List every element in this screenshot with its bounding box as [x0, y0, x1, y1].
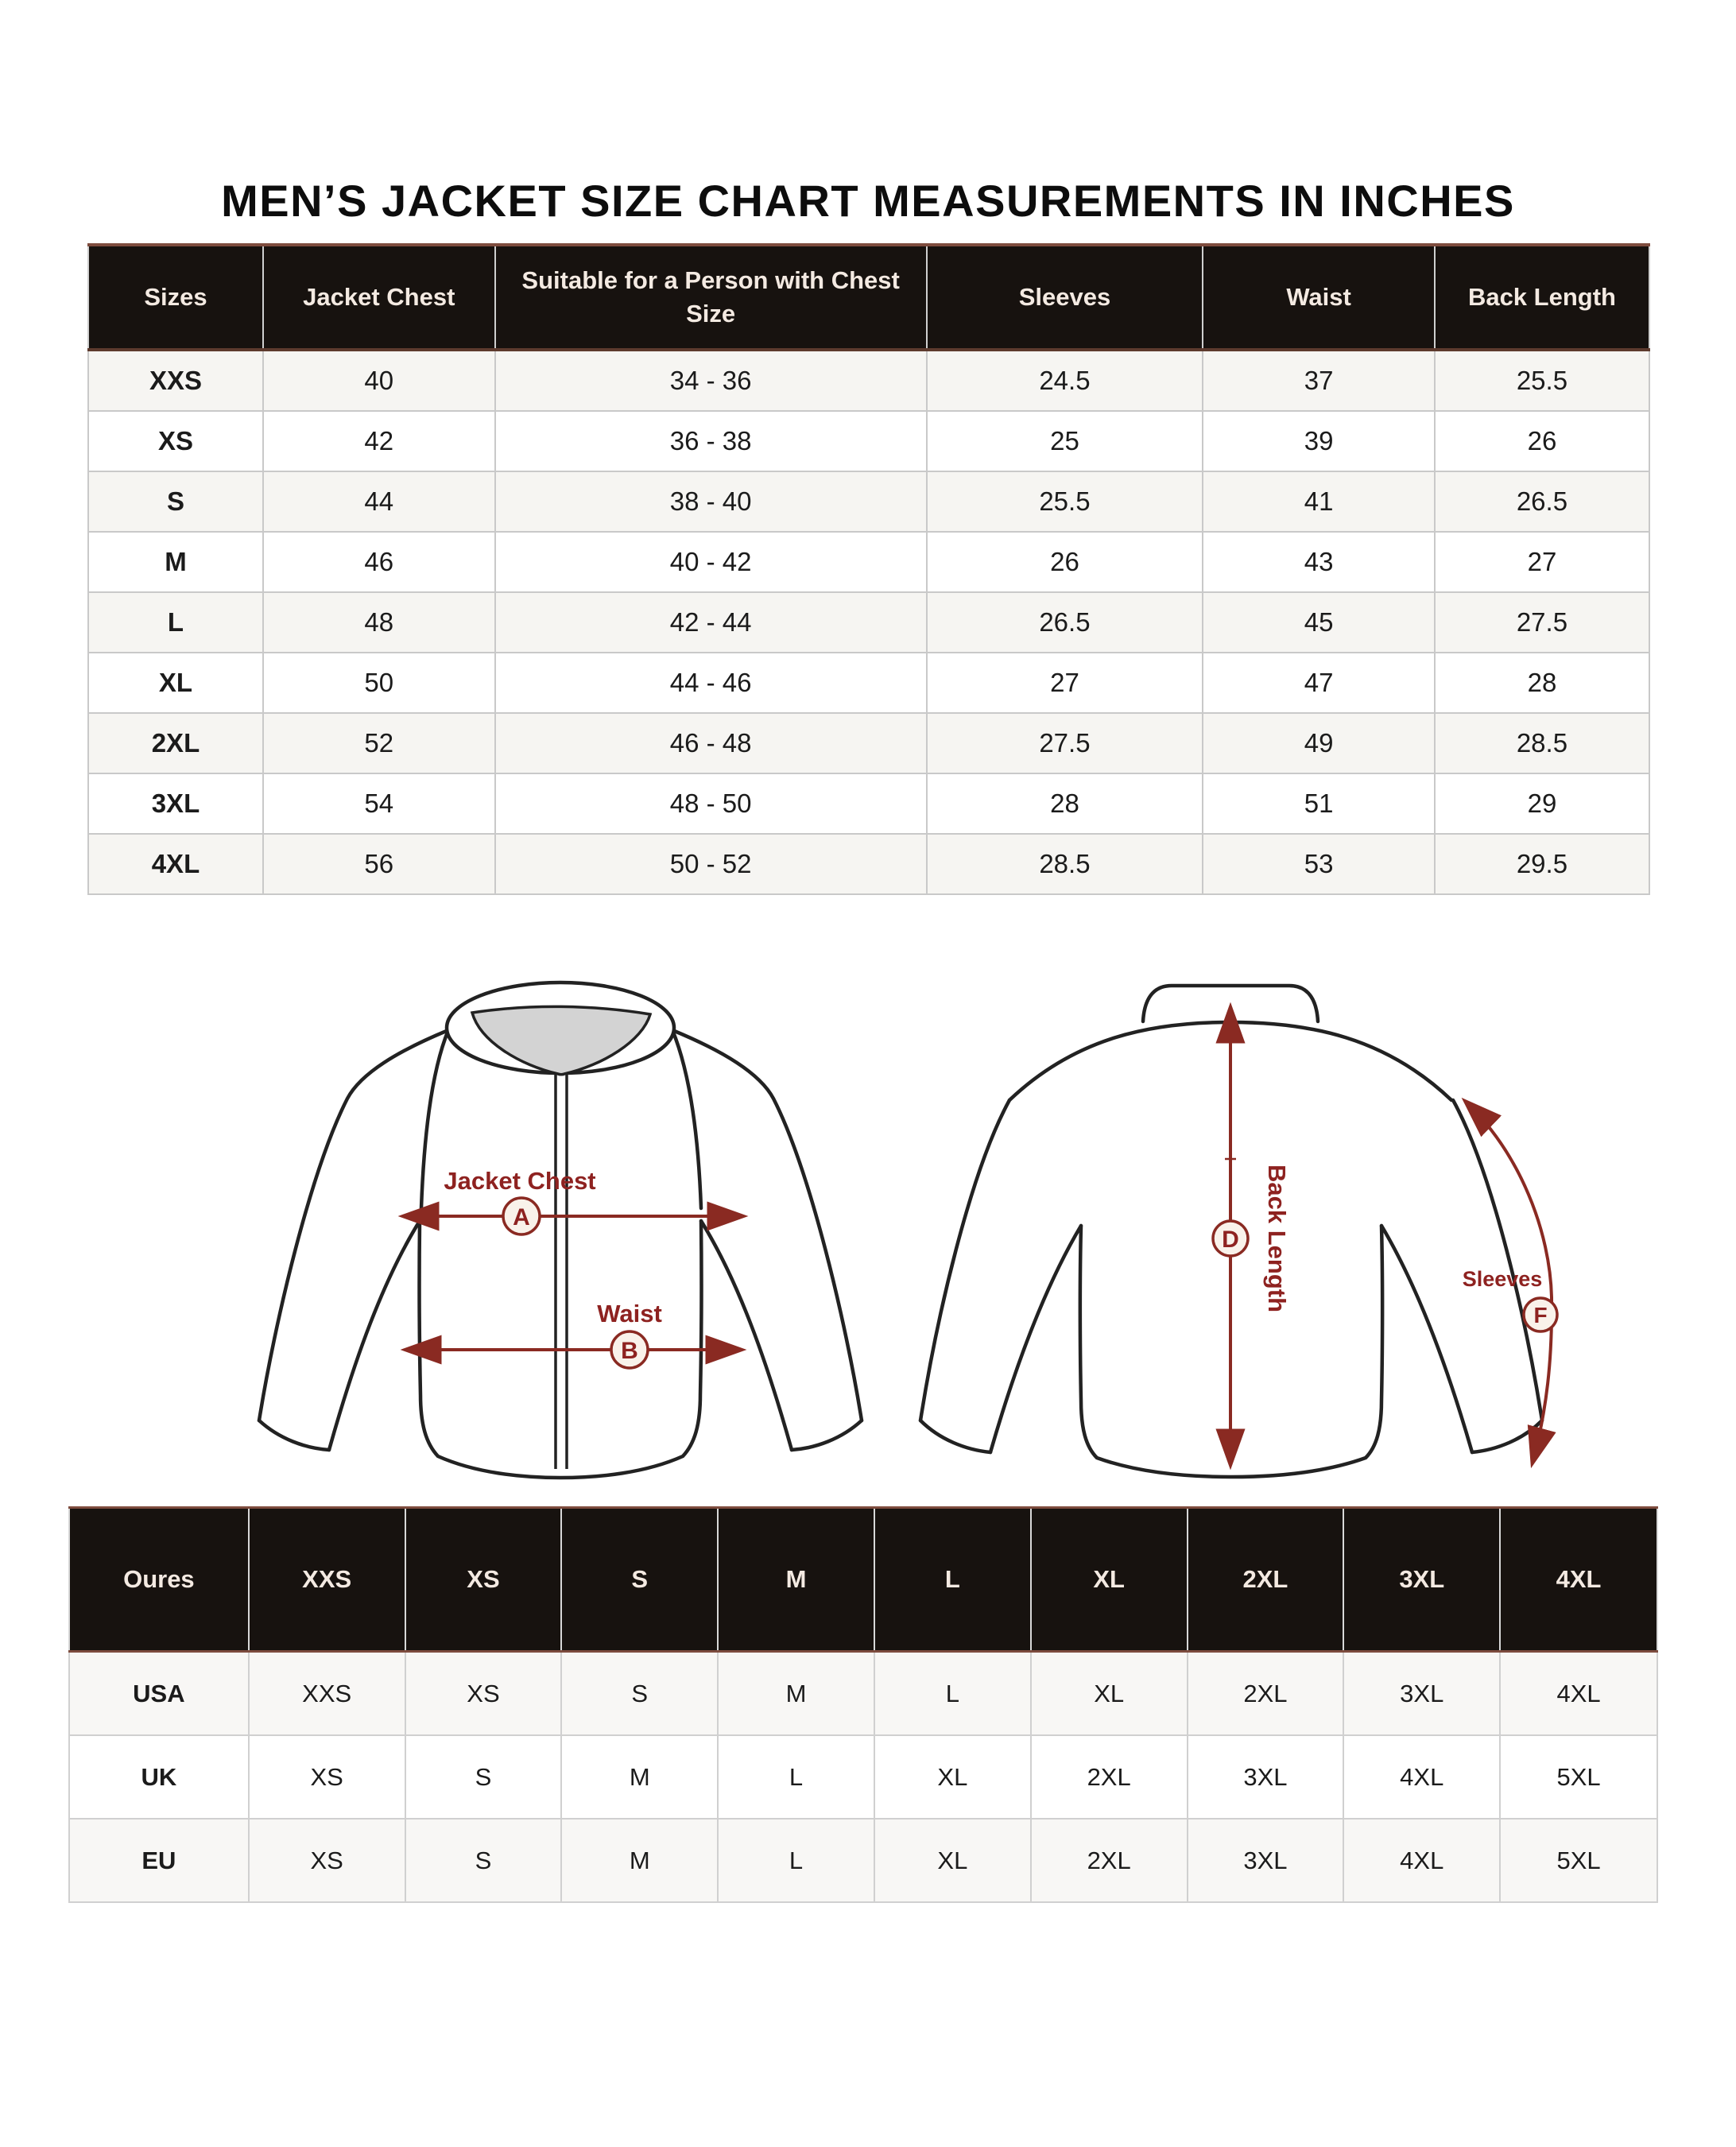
data-cell: 52 [263, 713, 495, 773]
data-cell: 37 [1203, 350, 1435, 411]
data-cell: 50 [263, 653, 495, 713]
data-cell: S [561, 1652, 718, 1736]
table-row [88, 532, 1649, 592]
header-cell: XL [1031, 1508, 1188, 1652]
data-cell: 45 [1203, 592, 1435, 653]
data-cell: 38 - 40 [495, 471, 927, 532]
data-cell: 27 [1435, 532, 1649, 592]
row-header-cell: L [88, 592, 263, 653]
data-cell: 54 [263, 773, 495, 834]
data-cell: 28.5 [927, 834, 1203, 894]
header-cell: Sizes [88, 245, 263, 350]
data-cell: 36 - 38 [495, 411, 927, 471]
data-cell: 29.5 [1435, 834, 1649, 894]
table-row [88, 350, 1649, 411]
row-header-cell: XS [88, 411, 263, 471]
data-cell: 46 [263, 532, 495, 592]
data-cell: 26 [927, 532, 1203, 592]
header-cell: 4XL [1500, 1508, 1657, 1652]
data-cell: 3XL [1343, 1652, 1500, 1736]
data-cell: 4XL [1343, 1819, 1500, 1902]
back-length-label: Back Length [1263, 1164, 1291, 1313]
data-cell: 42 - 44 [495, 592, 927, 653]
data-cell: 27.5 [1435, 592, 1649, 653]
data-cell: XS [249, 1735, 405, 1819]
data-cell: 25.5 [927, 471, 1203, 532]
data-cell: 2XL [1188, 1652, 1344, 1736]
waist-label: Waist [597, 1300, 662, 1327]
header-cell: 2XL [1188, 1508, 1344, 1652]
marker-b-letter: B [621, 1338, 638, 1364]
data-cell: 50 - 52 [495, 834, 927, 894]
data-cell: 28 [1435, 653, 1649, 713]
size-table-body [88, 350, 1649, 894]
header-cell: Sleeves [927, 245, 1203, 350]
sleeves-label: Sleeves [1462, 1267, 1543, 1291]
row-header-cell: XXS [88, 350, 263, 411]
data-cell: M [561, 1735, 718, 1819]
data-cell: 5XL [1500, 1735, 1657, 1819]
data-cell: 26 [1435, 411, 1649, 471]
chest-label: Jacket Chest [444, 1167, 596, 1195]
table-row [88, 834, 1649, 894]
data-cell: 44 [263, 471, 495, 532]
data-cell: L [718, 1819, 874, 1902]
row-header-cell: UK [69, 1735, 249, 1819]
conversion-table-body [69, 1652, 1657, 1903]
data-cell: 4XL [1343, 1735, 1500, 1819]
table-row [69, 1735, 1657, 1819]
row-header-cell: M [88, 532, 263, 592]
jacket-back-diagram [889, 946, 1582, 1502]
data-cell: 28.5 [1435, 713, 1649, 773]
header-row [69, 1508, 1657, 1652]
header-row [88, 245, 1649, 350]
data-cell: L [874, 1652, 1031, 1736]
data-cell: 27.5 [927, 713, 1203, 773]
data-cell: 27 [927, 653, 1203, 713]
header-cell: Jacket Chest [263, 245, 495, 350]
data-cell: 25.5 [1435, 350, 1649, 411]
data-cell: XS [405, 1652, 562, 1736]
row-header-cell: USA [69, 1652, 249, 1736]
zipper-line [556, 1074, 567, 1469]
data-cell: 43 [1203, 532, 1435, 592]
data-cell: L [718, 1735, 874, 1819]
header-cell: L [874, 1508, 1031, 1652]
table-row [69, 1652, 1657, 1736]
data-cell: 39 [1203, 411, 1435, 471]
data-cell: XS [249, 1819, 405, 1902]
data-cell: 51 [1203, 773, 1435, 834]
table-row [88, 471, 1649, 532]
data-cell: M [718, 1652, 874, 1736]
table-row [88, 713, 1649, 773]
data-cell: 48 - 50 [495, 773, 927, 834]
header-cell: Suitable for a Person with Chest Size [495, 245, 927, 350]
data-cell: 46 - 48 [495, 713, 927, 773]
chest-measurement-annotation [404, 1167, 742, 1234]
data-cell: XXS [249, 1652, 405, 1736]
row-header-cell: S [88, 471, 263, 532]
back-length-annotation [1213, 1008, 1291, 1464]
size-table-header [88, 245, 1649, 350]
data-cell: 56 [263, 834, 495, 894]
jacket-front-diagram [235, 946, 884, 1496]
header-cell: Waist [1203, 245, 1435, 350]
jacket-front-outline [259, 1030, 862, 1478]
table-row [69, 1819, 1657, 1902]
row-header-cell: 4XL [88, 834, 263, 894]
marker-f-letter: F [1533, 1303, 1548, 1327]
header-cell: M [718, 1508, 874, 1652]
data-cell: M [561, 1819, 718, 1902]
data-cell: 25 [927, 411, 1203, 471]
data-cell: S [405, 1735, 562, 1819]
header-cell: Oures [69, 1508, 249, 1652]
table-row [88, 592, 1649, 653]
size-conversion-table [68, 1506, 1658, 1903]
data-cell: 24.5 [927, 350, 1203, 411]
data-cell: 34 - 36 [495, 350, 927, 411]
data-cell: 3XL [1188, 1819, 1344, 1902]
header-cell: 3XL [1343, 1508, 1500, 1652]
data-cell: 53 [1203, 834, 1435, 894]
data-cell: 26.5 [1435, 471, 1649, 532]
table-row [88, 773, 1649, 834]
data-cell: 47 [1203, 653, 1435, 713]
data-cell: XL [874, 1735, 1031, 1819]
table-row [88, 653, 1649, 713]
data-cell: XL [874, 1819, 1031, 1902]
header-cell: S [561, 1508, 718, 1652]
header-cell: XS [405, 1508, 562, 1652]
data-cell: 42 [263, 411, 495, 471]
row-header-cell: 3XL [88, 773, 263, 834]
data-cell: 28 [927, 773, 1203, 834]
data-cell: 29 [1435, 773, 1649, 834]
data-cell: S [405, 1819, 562, 1902]
size-measurements-table [87, 243, 1650, 895]
row-header-cell: XL [88, 653, 263, 713]
data-cell: 40 [263, 350, 495, 411]
data-cell: 41 [1203, 471, 1435, 532]
conversion-table-header [69, 1508, 1657, 1652]
jacket-measurement-diagrams [235, 946, 1582, 1502]
data-cell: 48 [263, 592, 495, 653]
data-cell: 44 - 46 [495, 653, 927, 713]
data-cell: 5XL [1500, 1819, 1657, 1902]
marker-a-letter: A [513, 1204, 530, 1230]
marker-d-letter: D [1222, 1227, 1239, 1253]
waist-measurement-annotation [406, 1300, 741, 1368]
data-cell: 26.5 [927, 592, 1203, 653]
data-cell: 49 [1203, 713, 1435, 773]
row-header-cell: 2XL [88, 713, 263, 773]
header-cell: Back Length [1435, 245, 1649, 350]
data-cell: 40 - 42 [495, 532, 927, 592]
data-cell: 4XL [1500, 1652, 1657, 1736]
row-header-cell: EU [69, 1819, 249, 1902]
data-cell: 3XL [1188, 1735, 1344, 1819]
data-cell: XL [1031, 1652, 1188, 1736]
data-cell: 2XL [1031, 1819, 1188, 1902]
data-cell: 2XL [1031, 1735, 1188, 1819]
table-row [88, 411, 1649, 471]
page-title: MEN’S JACKET SIZE CHART MEASUREMENTS IN INCHES [221, 176, 1515, 226]
header-cell: XXS [249, 1508, 405, 1652]
